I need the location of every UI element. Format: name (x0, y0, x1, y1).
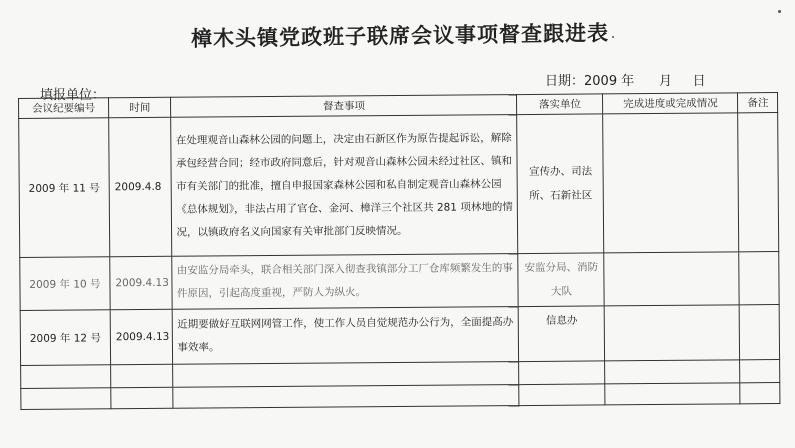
cell-progress (603, 113, 739, 253)
table-row (20, 252, 780, 311)
cell-progress (604, 252, 739, 306)
cell-dept: 信息办 (519, 306, 605, 362)
header-note: 备注 (738, 93, 778, 113)
header-meeting-id: 会议纪要编号 (19, 98, 109, 119)
cell-dept: 安监分局、消防大队 (518, 253, 604, 307)
document-title: 樟木头镇党政班子联席会议事项督查跟进表 (190, 21, 610, 51)
header-progress: 完成进度或完成情况 (603, 93, 738, 114)
cell-time: 2009.4.13 (110, 256, 173, 309)
supervision-table (18, 92, 781, 410)
cell-note (739, 252, 779, 305)
supervision-table-wrapper (18, 92, 781, 410)
cell-meeting-id: 2009 年 11 号 (19, 118, 110, 258)
cell-meeting-id: 2009 年 10 号 (20, 257, 110, 311)
cell-note (740, 305, 780, 360)
table-row (19, 113, 780, 258)
cell-meeting-id: 2009 年 12 号 (20, 310, 110, 366)
cell-note (738, 113, 779, 252)
cell-time: 2009.4.8 (109, 117, 173, 256)
header-matter: 督查事项 (171, 95, 517, 118)
cell-matter: 近期要做好互联网网管工作，使工作人员自觉规范办公行为，全面提高办事效率。 (173, 307, 519, 365)
header-dept: 落实单位 (517, 94, 603, 115)
reporting-unit-label: 填报单位： (40, 88, 106, 103)
table-row (20, 305, 780, 366)
scan-speck (778, 10, 781, 13)
cell-dept: 宣传办、司法所、石新社区 (517, 114, 604, 254)
cell-time: 2009.4.13 (110, 309, 173, 364)
date-line: 日期：2009 年 月 日 (545, 74, 706, 89)
cell-matter: 在处理观音山森林公园的问题上，决定由石新区作为原告提起诉讼，解除承包经营合同；经市政府同意后，针对观音山森林公园未经过社区、镇和市有关部门的批准，擅自申报国家森林公园和私自制定观音山森林公园《总体规划》，非法占用了官仓、金河、樟洋三个社区共 281 项林地的情况，以镇政府名义向国家有关审批部门反映情况。 (171, 115, 518, 257)
cell-progress (605, 305, 740, 361)
header-time: 时间 (109, 97, 172, 117)
cell-matter: 由安监分局牵头，联合相关部门深入彻查我镇部分工厂仓库频繁发生的事件原因，引起高度重视，严防人为纵火。 (172, 254, 518, 310)
scan-speck (612, 36, 614, 38)
